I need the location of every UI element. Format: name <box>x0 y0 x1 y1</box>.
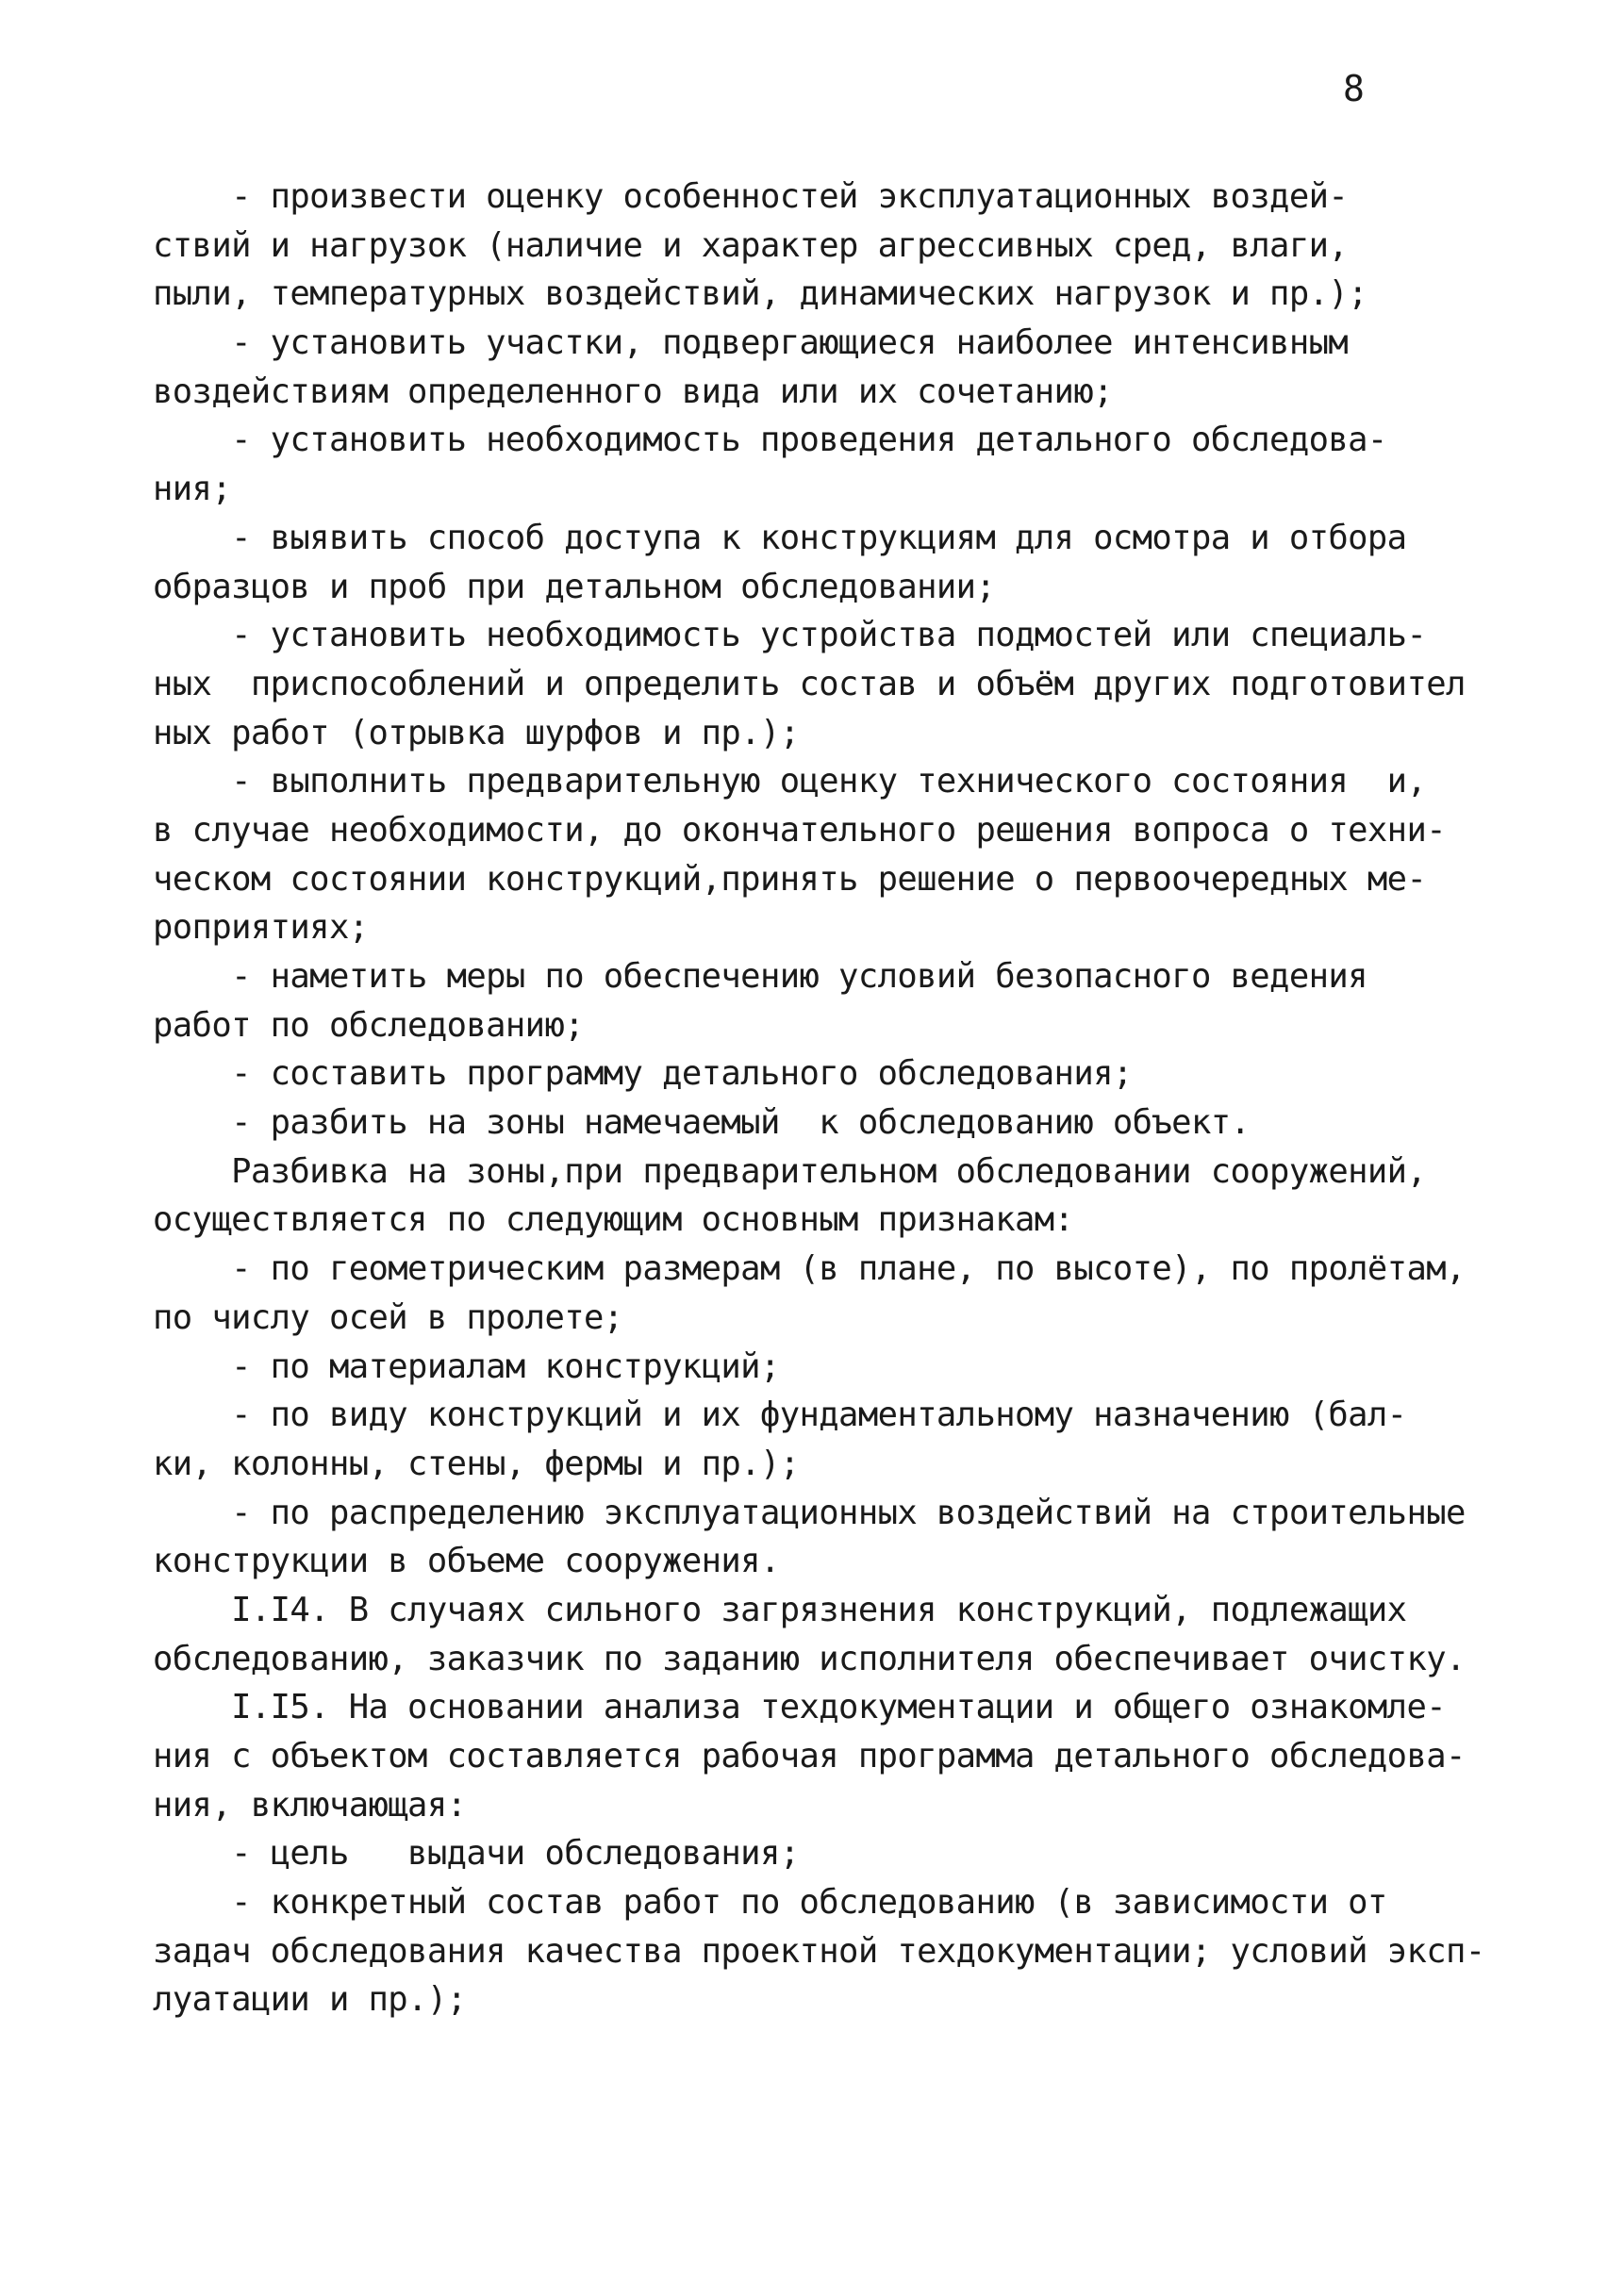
document-body <box>153 173 1501 2024</box>
text-line: роприятиях; <box>153 908 369 948</box>
text-line: - по распределению эксплуатационных воздействий на строительные <box>153 1493 1466 1532</box>
text-line: конструкции в объеме сооружения. <box>153 1542 780 1581</box>
text-line: ных работ (отрывка шурфов и пр.); <box>153 713 800 752</box>
text-line: - составить программу детального обследования; <box>153 1054 1133 1094</box>
text-line: - разбить на зоны намечаемый к обследованию объект. <box>153 1103 1251 1143</box>
text-line: в случае необходимости, до окончательного решения вопроса о техни- <box>153 810 1447 850</box>
text-line: ных приспособлений и определить состав и объём других подготовител <box>153 664 1466 703</box>
text-line: задач обследования качества проектной техдокументации; условий эксп- <box>153 1931 1485 1971</box>
text-line: ствий и нагрузок (наличие и характер агрессивных сред, влаги, <box>153 225 1349 265</box>
text-line: - по геометрическим размерам (в плане, по высоте), по пролётам, <box>153 1249 1466 1289</box>
text-line: - наметить меры по обеспечению условий безопасного ведения <box>153 957 1367 996</box>
text-line: образцов и проб при детальном обследовании; <box>153 567 996 606</box>
text-line: - установить участки, подвергающиеся наиболее интенсивным <box>153 323 1349 363</box>
text-line: луатации и пр.); <box>153 1980 467 2020</box>
text-line: осуществляется по следующим основным признакам: <box>153 1200 1074 1240</box>
text-line: ческом состоянии конструкций,принять решение о первоочередных ме- <box>153 859 1427 899</box>
text-line: - конкретный состав работ по обследованию (в зависимости от <box>153 1883 1387 1923</box>
text-line: - произвести оценку особенностей эксплуатационных воздей- <box>153 177 1349 216</box>
text-line: I.I5. На основании анализа техдокументации и общего ознакомле- <box>153 1688 1447 1727</box>
text-line: Разбивка на зоны,при предварительном обследовании сооружений, <box>153 1151 1427 1191</box>
text-line: работ по обследованию; <box>153 1005 585 1045</box>
text-line: - по виду конструкций и их фундаментальному назначению (бал- <box>153 1396 1407 1435</box>
text-line: - выявить способ доступа к конструкциям для осмотра и отбора <box>153 518 1407 557</box>
text-line: по числу осей в пролете; <box>153 1297 623 1337</box>
text-line: ки, колонны, стены, фермы и пр.); <box>153 1444 800 1483</box>
text-line: ния, включающая: <box>153 1785 467 1825</box>
text-line: - цель выдачи обследования; <box>153 1834 800 1874</box>
text-line: ния с объектом составляется рабочая программа детального обследова- <box>153 1737 1466 1776</box>
text-line: пыли, температурных воздействий, динамических нагрузок и пр.); <box>153 274 1367 314</box>
text-line: обследованию, заказчик по заданию исполнителя обеспечивает очистку. <box>153 1639 1466 1678</box>
text-line: - установить необходимость устройства подмостей или специаль- <box>153 616 1427 655</box>
text-line: - по материалам конструкций; <box>153 1346 780 1386</box>
page-number: 8 <box>1343 68 1365 109</box>
text-line: - установить необходимость проведения детального обследова- <box>153 421 1387 460</box>
text-line: ния; <box>153 470 232 509</box>
text-line: воздействиям определенного вида или их сочетанию; <box>153 372 1113 411</box>
text-line: - выполнить предварительную оценку технического состояния и, <box>153 762 1427 801</box>
text-line: I.I4. В случаях сильного загрязнения конструкций, подлежащих <box>153 1590 1407 1629</box>
